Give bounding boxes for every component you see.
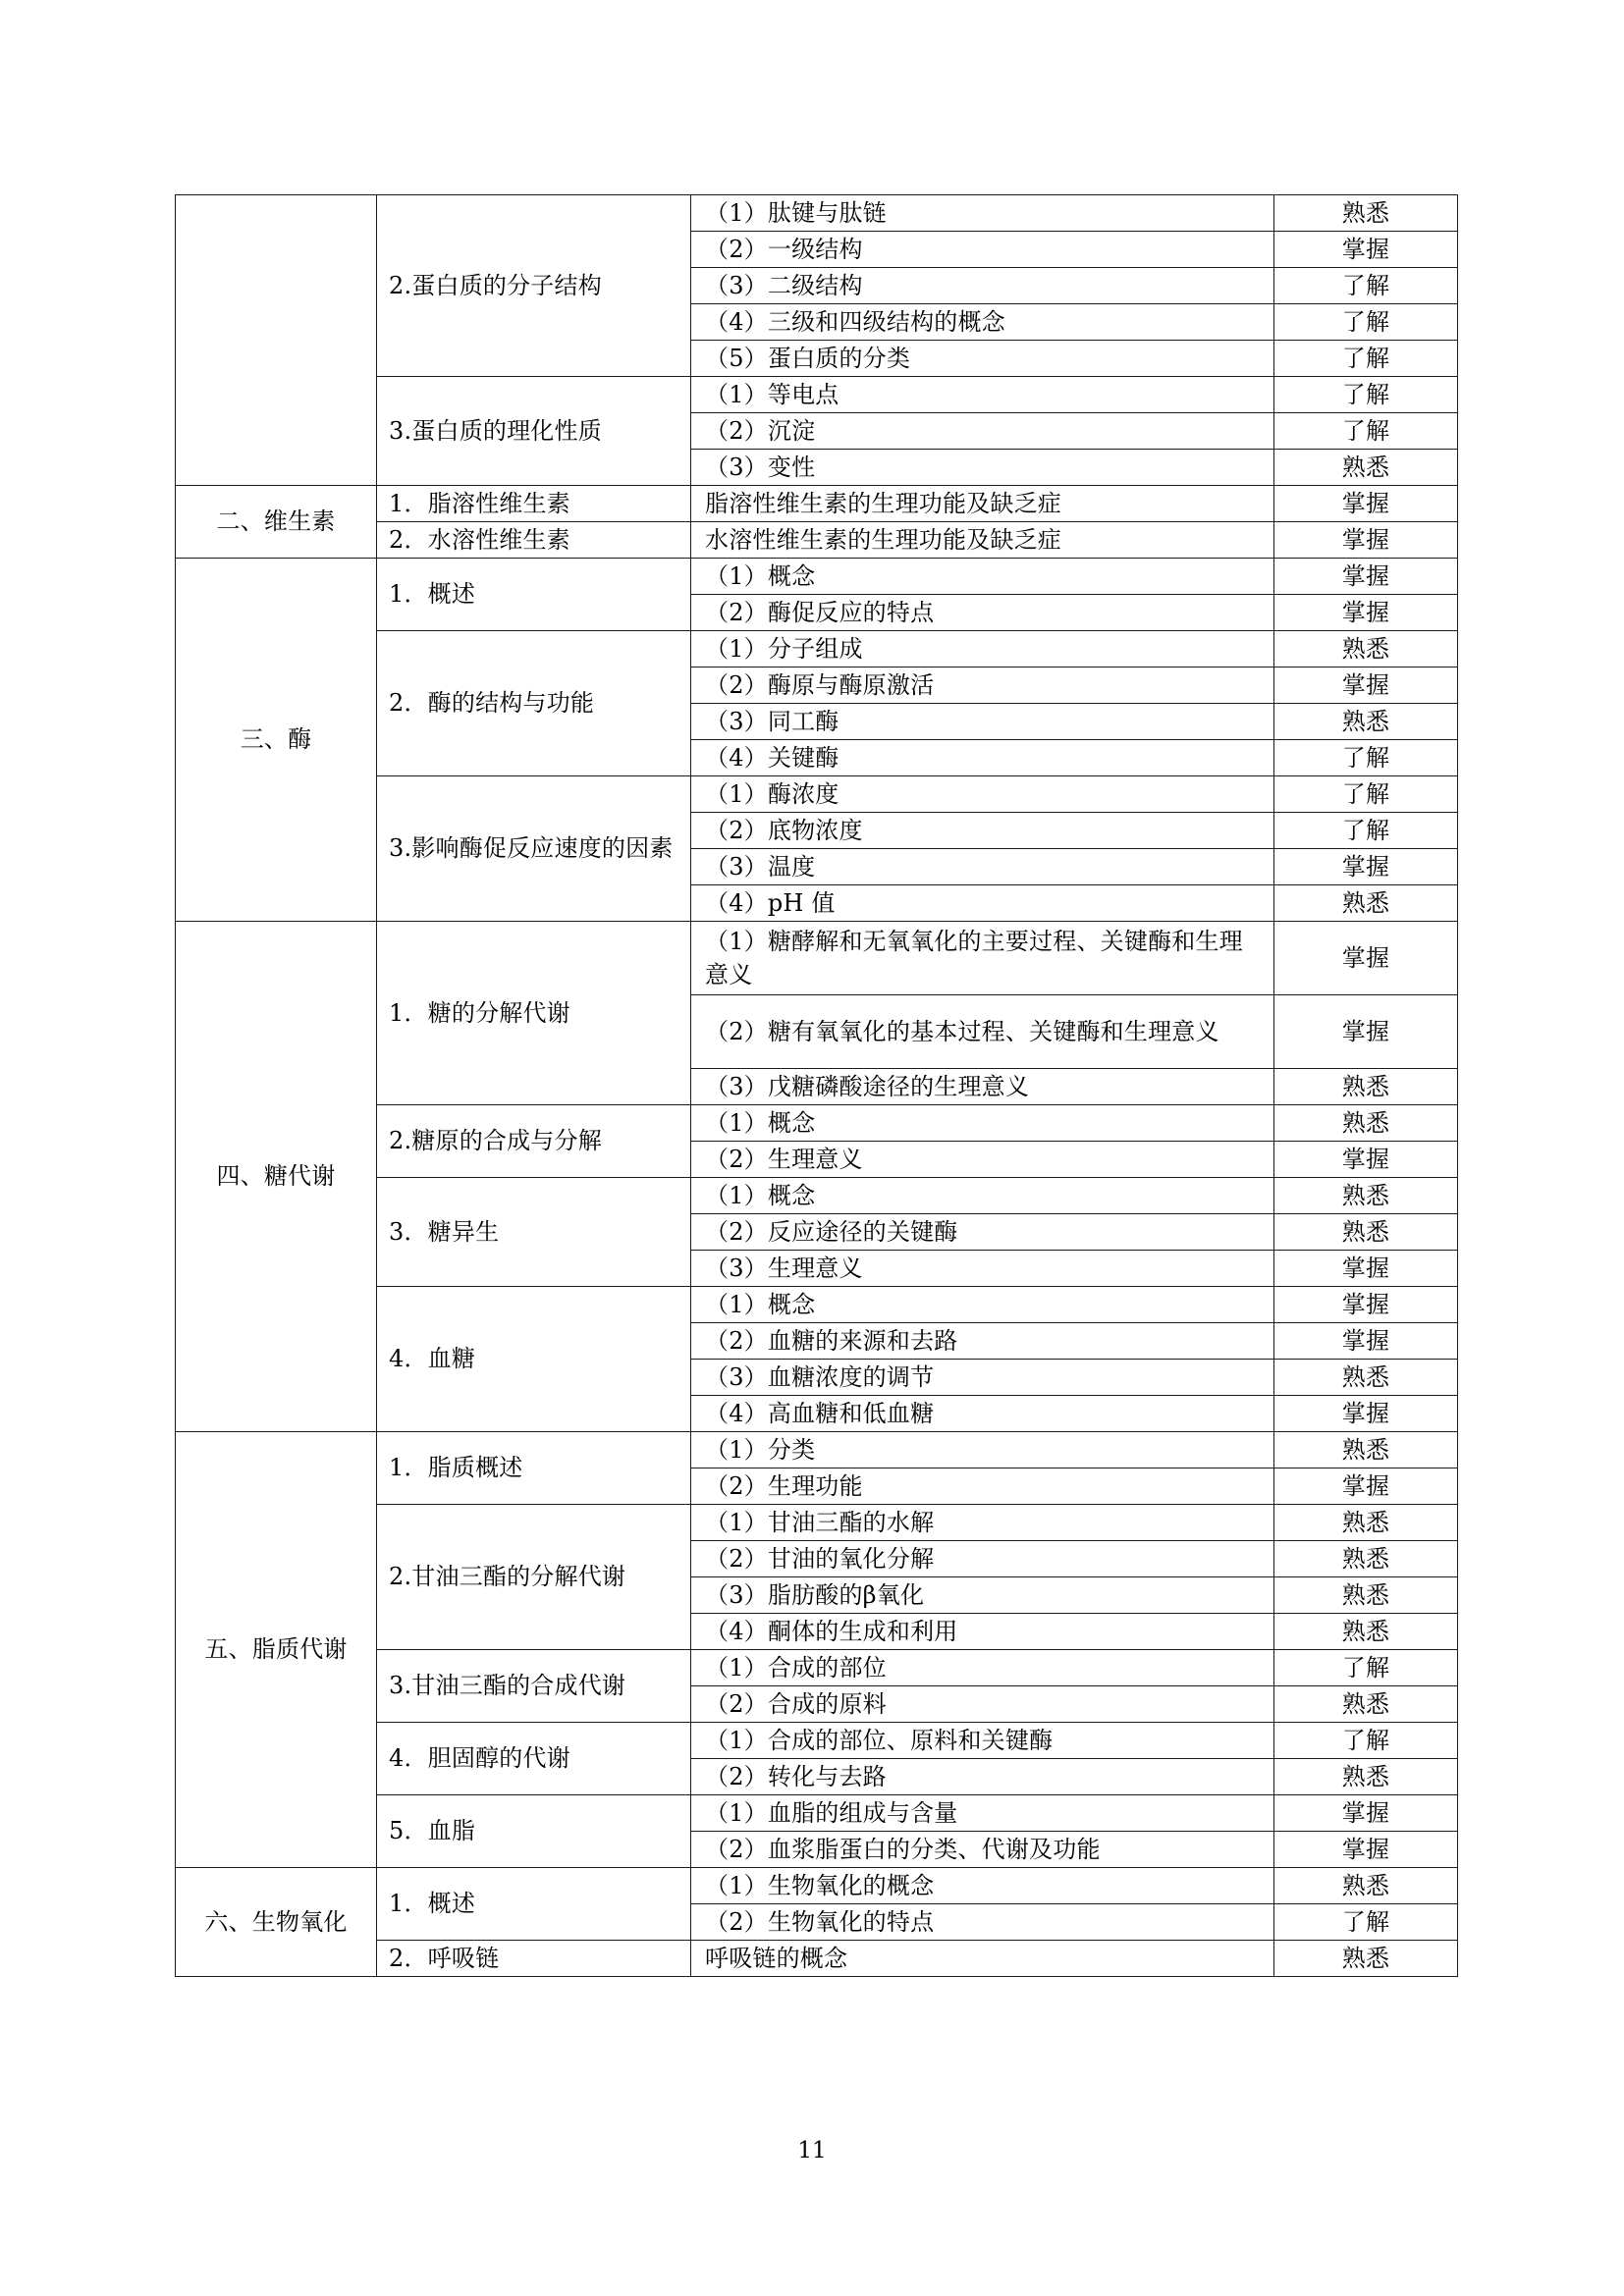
requirement-level-cell: 掌握 <box>1274 1323 1458 1360</box>
requirement-level-cell: 熟悉 <box>1274 1941 1458 1977</box>
requirement-level-cell: 熟悉 <box>1274 1577 1458 1614</box>
requirement-level-cell: 了解 <box>1274 268 1458 304</box>
topic-cell: 3.蛋白质的理化性质 <box>377 377 691 486</box>
topic-cell: 2.蛋白质的分子结构 <box>377 195 691 377</box>
topic-cell: 3．糖异生 <box>377 1178 691 1287</box>
requirement-level-cell: 熟悉 <box>1274 195 1458 232</box>
knowledge-point-cell: （2）血糖的来源和去路 <box>691 1323 1274 1360</box>
knowledge-point-cell: （2）血浆脂蛋白的分类、代谢及功能 <box>691 1832 1274 1868</box>
requirement-level-cell: 熟悉 <box>1274 704 1458 740</box>
requirement-level-cell: 熟悉 <box>1274 450 1458 486</box>
requirement-level-cell: 熟悉 <box>1274 1759 1458 1795</box>
requirement-level-cell: 熟悉 <box>1274 1614 1458 1650</box>
requirement-level-cell: 了解 <box>1274 776 1458 813</box>
requirement-level-cell: 掌握 <box>1274 1287 1458 1323</box>
requirement-level-cell: 掌握 <box>1274 667 1458 704</box>
knowledge-point-cell: （2）底物浓度 <box>691 813 1274 849</box>
requirement-level-cell: 掌握 <box>1274 595 1458 631</box>
knowledge-point-cell: （1）糖酵解和无氧氧化的主要过程、关键酶和生理意义 <box>691 922 1274 995</box>
knowledge-point-cell: （4）酮体的生成和利用 <box>691 1614 1274 1650</box>
topic-cell: 3.甘油三酯的合成代谢 <box>377 1650 691 1723</box>
knowledge-point-cell: （4）关键酶 <box>691 740 1274 776</box>
knowledge-point-cell: （2）转化与去路 <box>691 1759 1274 1795</box>
requirement-level-cell: 了解 <box>1274 813 1458 849</box>
topic-cell: 1．脂溶性维生素 <box>377 486 691 522</box>
topic-cell: 1．糖的分解代谢 <box>377 922 691 1105</box>
knowledge-point-cell: （1）血脂的组成与含量 <box>691 1795 1274 1832</box>
requirement-level-cell: 了解 <box>1274 377 1458 413</box>
requirement-level-cell: 了解 <box>1274 1904 1458 1941</box>
topic-cell: 4．胆固醇的代谢 <box>377 1723 691 1795</box>
knowledge-point-cell: （3）二级结构 <box>691 268 1274 304</box>
knowledge-point-cell: （3）血糖浓度的调节 <box>691 1360 1274 1396</box>
requirement-level-cell: 熟悉 <box>1274 1178 1458 1214</box>
knowledge-point-cell: 呼吸链的概念 <box>691 1941 1274 1977</box>
requirement-level-cell: 掌握 <box>1274 1795 1458 1832</box>
topic-cell: 5．血脂 <box>377 1795 691 1868</box>
topic-cell: 2.甘油三酯的分解代谢 <box>377 1505 691 1650</box>
knowledge-point-cell: （5）蛋白质的分类 <box>691 341 1274 377</box>
knowledge-point-cell: （1）概念 <box>691 1287 1274 1323</box>
page-number: 11 <box>797 2138 827 2163</box>
knowledge-point-cell: （2）合成的原料 <box>691 1686 1274 1723</box>
knowledge-point-cell: （4）高血糖和低血糖 <box>691 1396 1274 1432</box>
topic-cell: 3.影响酶促反应速度的因素 <box>377 776 691 922</box>
requirement-level-cell: 了解 <box>1274 740 1458 776</box>
knowledge-point-cell: （3）生理意义 <box>691 1251 1274 1287</box>
requirement-level-cell: 熟悉 <box>1274 631 1458 667</box>
topic-cell: 2．酶的结构与功能 <box>377 631 691 776</box>
requirement-level-cell: 了解 <box>1274 413 1458 450</box>
section-cell <box>176 195 377 486</box>
topic-cell: 4．血糖 <box>377 1287 691 1432</box>
syllabus-table <box>175 194 1458 1977</box>
knowledge-point-cell: （1）合成的部位、原料和关键酶 <box>691 1723 1274 1759</box>
requirement-level-cell: 掌握 <box>1274 849 1458 885</box>
table-body <box>176 195 1458 1977</box>
knowledge-point-cell: （1）甘油三酯的水解 <box>691 1505 1274 1541</box>
requirement-level-cell: 熟悉 <box>1274 1105 1458 1142</box>
requirement-level-cell: 掌握 <box>1274 995 1458 1069</box>
knowledge-point-cell: （2）一级结构 <box>691 232 1274 268</box>
table-row <box>176 559 1458 595</box>
knowledge-point-cell: （1）肽键与肽链 <box>691 195 1274 232</box>
knowledge-point-cell: 脂溶性维生素的生理功能及缺乏症 <box>691 486 1274 522</box>
requirement-level-cell: 了解 <box>1274 304 1458 341</box>
knowledge-point-cell: （4）三级和四级结构的概念 <box>691 304 1274 341</box>
section-cell: 四、糖代谢 <box>176 922 377 1432</box>
table-row <box>176 486 1458 522</box>
knowledge-point-cell: （2）生理功能 <box>691 1468 1274 1505</box>
requirement-level-cell: 熟悉 <box>1274 1214 1458 1251</box>
topic-cell: 2．水溶性维生素 <box>377 522 691 559</box>
requirement-level-cell: 熟悉 <box>1274 885 1458 922</box>
requirement-level-cell: 掌握 <box>1274 1832 1458 1868</box>
requirement-level-cell: 掌握 <box>1274 486 1458 522</box>
requirement-level-cell: 了解 <box>1274 341 1458 377</box>
knowledge-point-cell: （1）概念 <box>691 1105 1274 1142</box>
topic-cell: 1．概述 <box>377 559 691 631</box>
section-cell: 五、脂质代谢 <box>176 1432 377 1868</box>
knowledge-point-cell: （3）脂肪酸的β氧化 <box>691 1577 1274 1614</box>
knowledge-point-cell: （1）概念 <box>691 559 1274 595</box>
topic-cell: 1．概述 <box>377 1868 691 1941</box>
requirement-level-cell: 熟悉 <box>1274 1360 1458 1396</box>
section-cell: 三、酶 <box>176 559 377 922</box>
requirement-level-cell: 熟悉 <box>1274 1868 1458 1904</box>
knowledge-point-cell: （2）反应途径的关键酶 <box>691 1214 1274 1251</box>
knowledge-point-cell: （3）温度 <box>691 849 1274 885</box>
requirement-level-cell: 掌握 <box>1274 1468 1458 1505</box>
requirement-level-cell: 掌握 <box>1274 1142 1458 1178</box>
knowledge-point-cell: （3）戊糖磷酸途径的生理意义 <box>691 1069 1274 1105</box>
knowledge-point-cell: （1）合成的部位 <box>691 1650 1274 1686</box>
knowledge-point-cell: （1）分子组成 <box>691 631 1274 667</box>
knowledge-point-cell: （3）同工酶 <box>691 704 1274 740</box>
requirement-level-cell: 掌握 <box>1274 922 1458 995</box>
knowledge-point-cell: （4）pH 值 <box>691 885 1274 922</box>
knowledge-point-cell: （3）变性 <box>691 450 1274 486</box>
requirement-level-cell: 掌握 <box>1274 1251 1458 1287</box>
knowledge-point-cell: （2）酶促反应的特点 <box>691 595 1274 631</box>
knowledge-point-cell: （2）生物氧化的特点 <box>691 1904 1274 1941</box>
requirement-level-cell: 掌握 <box>1274 522 1458 559</box>
requirement-level-cell: 熟悉 <box>1274 1541 1458 1577</box>
knowledge-point-cell: （1）概念 <box>691 1178 1274 1214</box>
section-cell: 六、生物氧化 <box>176 1868 377 1977</box>
knowledge-point-cell: （2）生理意义 <box>691 1142 1274 1178</box>
topic-cell: 1．脂质概述 <box>377 1432 691 1505</box>
requirement-level-cell: 掌握 <box>1274 559 1458 595</box>
requirement-level-cell: 熟悉 <box>1274 1686 1458 1723</box>
table-row <box>176 1868 1458 1904</box>
table-row <box>176 922 1458 995</box>
topic-cell: 2.糖原的合成与分解 <box>377 1105 691 1178</box>
knowledge-point-cell: （2）沉淀 <box>691 413 1274 450</box>
topic-cell: 2．呼吸链 <box>377 1941 691 1977</box>
knowledge-point-cell: （1）等电点 <box>691 377 1274 413</box>
requirement-level-cell: 了解 <box>1274 1723 1458 1759</box>
table-row <box>176 1432 1458 1468</box>
requirement-level-cell: 熟悉 <box>1274 1505 1458 1541</box>
knowledge-point-cell: （1）酶浓度 <box>691 776 1274 813</box>
requirement-level-cell: 掌握 <box>1274 232 1458 268</box>
requirement-level-cell: 了解 <box>1274 1650 1458 1686</box>
table-row <box>176 195 1458 232</box>
knowledge-point-cell: 水溶性维生素的生理功能及缺乏症 <box>691 522 1274 559</box>
section-cell: 二、维生素 <box>176 486 377 559</box>
knowledge-point-cell: （2）酶原与酶原激活 <box>691 667 1274 704</box>
knowledge-point-cell: （1）生物氧化的概念 <box>691 1868 1274 1904</box>
requirement-level-cell: 掌握 <box>1274 1396 1458 1432</box>
requirement-level-cell: 熟悉 <box>1274 1432 1458 1468</box>
knowledge-point-cell: （1）分类 <box>691 1432 1274 1468</box>
knowledge-point-cell: （2）糖有氧氧化的基本过程、关键酶和生理意义 <box>691 995 1274 1069</box>
requirement-level-cell: 熟悉 <box>1274 1069 1458 1105</box>
knowledge-point-cell: （2）甘油的氧化分解 <box>691 1541 1274 1577</box>
